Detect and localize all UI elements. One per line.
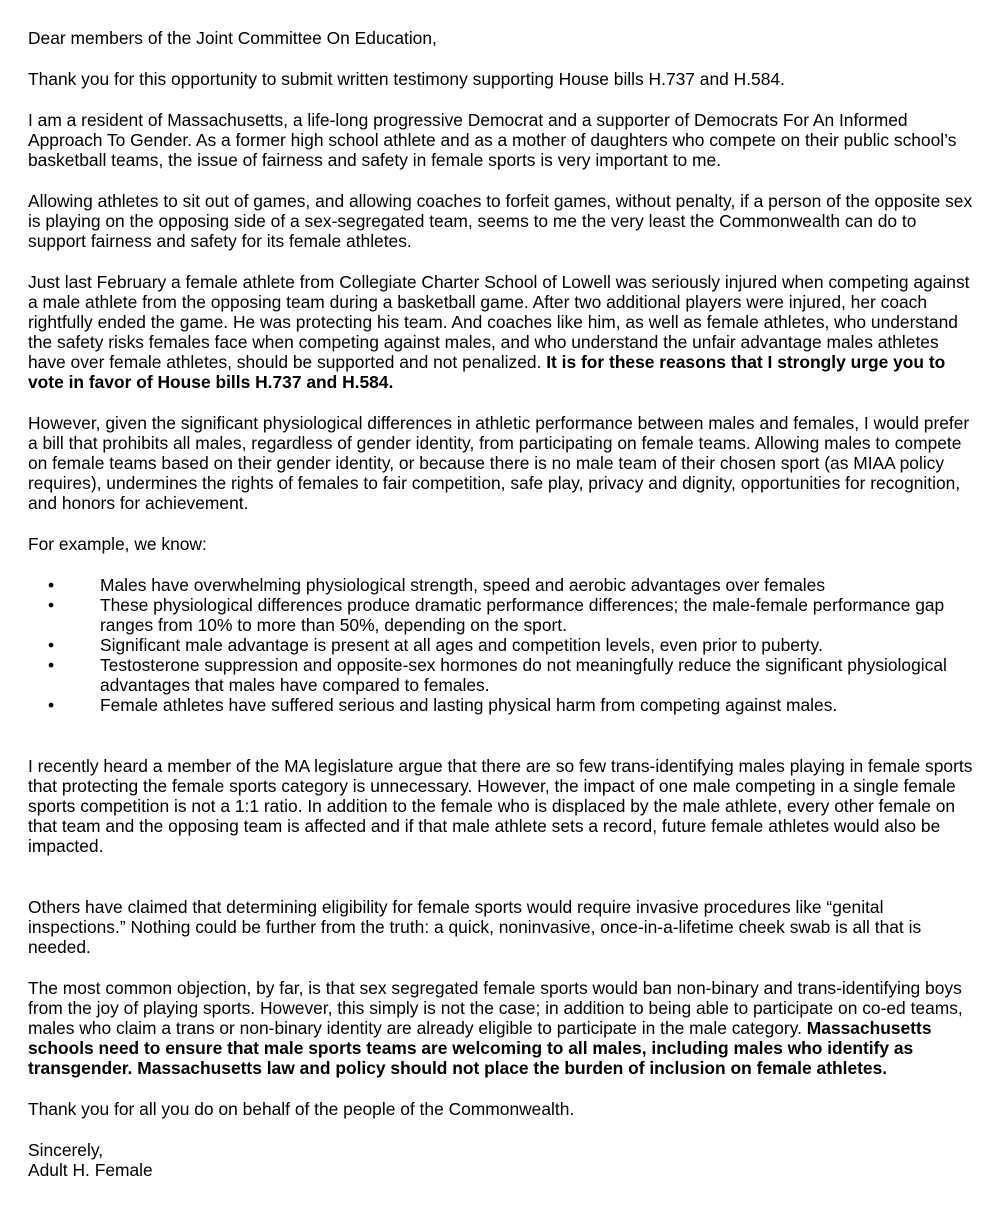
february-bold-text: It is for these reasons that I strongly urge you to vote in favor of House bills H.737 and H.584. xyxy=(28,352,946,392)
salutation: Dear members of the Joint Committee On Education, xyxy=(28,28,437,48)
list-item-text: Testosterone suppression and opposite-sex hormones do not meaningfully reduce the significant physiological advantages that males have compared to females. xyxy=(100,655,947,695)
objection-bold-text: Massachusetts schools need to ensure that male sports teams are welcoming to all males, including males who identify as transgender. Massachusetts law and policy should not place the burden of inclusion on female athletes. xyxy=(28,1018,932,1078)
legislature-paragraph: I recently heard a member of the MA legislature argue that there are so few trans-identifying males playing in female sports that protecting the female sports category is unnecessary. However, the impact of one male competing in a single female sports competition is not a 1:1 ratio. In addition to the female who is displaced by the male athlete, every other female on that team and the opposing team is affected and if that male athlete sets a record, future female athletes would also be impacted. xyxy=(28,756,973,856)
list-item xyxy=(28,695,974,715)
bullet-icon: • xyxy=(48,635,55,655)
list-item-text: Significant male advantage is present at all ages and competition levels, even prior to puberty. xyxy=(100,635,823,655)
intro-paragraph: Thank you for this opportunity to submit written testimony supporting House bills H.737 and H.584. xyxy=(28,69,785,89)
bullet-icon: • xyxy=(48,575,55,595)
list-item xyxy=(28,575,974,595)
however-paragraph: However, given the significant physiological differences in athletic performance between males and females, I would prefer a bill that prohibits all males, regardless of gender identity, from participating on female teams. Allowing males to compete on female teams based on their gender identity, or because there is no male team of their chosen sport (as MIAA policy requires), undermines the rights of females to fair competition, safe play, privacy and dignity, opportunities for recognition, and honors for achievement. xyxy=(28,413,970,513)
for-example-label: For example, we know: xyxy=(28,534,207,554)
february-paragraph xyxy=(28,272,974,392)
forfeit-paragraph: Allowing athletes to sit out of games, and allowing coaches to forfeit games, without penalty, if a person of the opposite sex is playing on the opposing side of a sex-segregated team, seems to me the very least the Commonwealth can do to support fairness and safety for its female athletes. xyxy=(28,191,973,251)
list-item xyxy=(28,655,974,695)
resident-paragraph: I am a resident of Massachusetts, a life-long progressive Democrat and a supporter of Democrats For An Informed Approach To Gender. As a former high school athlete and as a mother of daughters who compete on their public school’s basketball teams, the issue of fairness and safety in female sports is very important to me. xyxy=(28,110,957,170)
testimony-letter xyxy=(28,28,974,1180)
february-text: Just last February a female athlete from Collegiate Charter School of Lowell was seriously injured when competing against a male athlete from the opposing team during a basketball game. After two additional players were injured, her coach rightfully ended the game. He was protecting his team. And coaches like him, as well as female athletes, who understand the safety risks females face when competing against males, and who understand the unfair advantage males athletes have over female athletes, should be supported and not penalized. xyxy=(28,272,970,372)
list-item-text: These physiological differences produce dramatic performance differences; the male-female performance gap ranges from 10% to more than 50%, depending on the sport. xyxy=(100,595,945,635)
objection-paragraph xyxy=(28,978,974,1078)
bullet-icon: • xyxy=(48,695,55,715)
objection-text: The most common objection, by far, is that sex segregated female sports would ban non-binary and trans-identifying boys from the joy of playing sports. However, this simply is not the case; in addition to being able to participate on co-ed teams, males who claim a trans or non-binary identity are already eligible to participate in the male category. xyxy=(28,978,963,1038)
list-item xyxy=(28,635,974,655)
bullet-icon: • xyxy=(48,595,55,615)
facts-list xyxy=(28,575,974,715)
list-item-text: Female athletes have suffered serious and lasting physical harm from competing against males. xyxy=(100,695,838,715)
bullet-icon: • xyxy=(48,655,55,675)
eligibility-paragraph: Others have claimed that determining eligibility for female sports would require invasive procedures like “genital inspections.” Nothing could be further from the truth: a quick, noninvasive, once-in-a-lifetime cheek swab is all that is needed. xyxy=(28,897,922,957)
list-item xyxy=(28,595,974,635)
closing: Sincerely, xyxy=(28,1140,104,1160)
thanks-paragraph: Thank you for all you do on behalf of the people of the Commonwealth. xyxy=(28,1099,575,1119)
signature: Adult H. Female xyxy=(28,1160,153,1180)
list-item-text: Males have overwhelming physiological strength, speed and aerobic advantages over females xyxy=(100,575,826,595)
